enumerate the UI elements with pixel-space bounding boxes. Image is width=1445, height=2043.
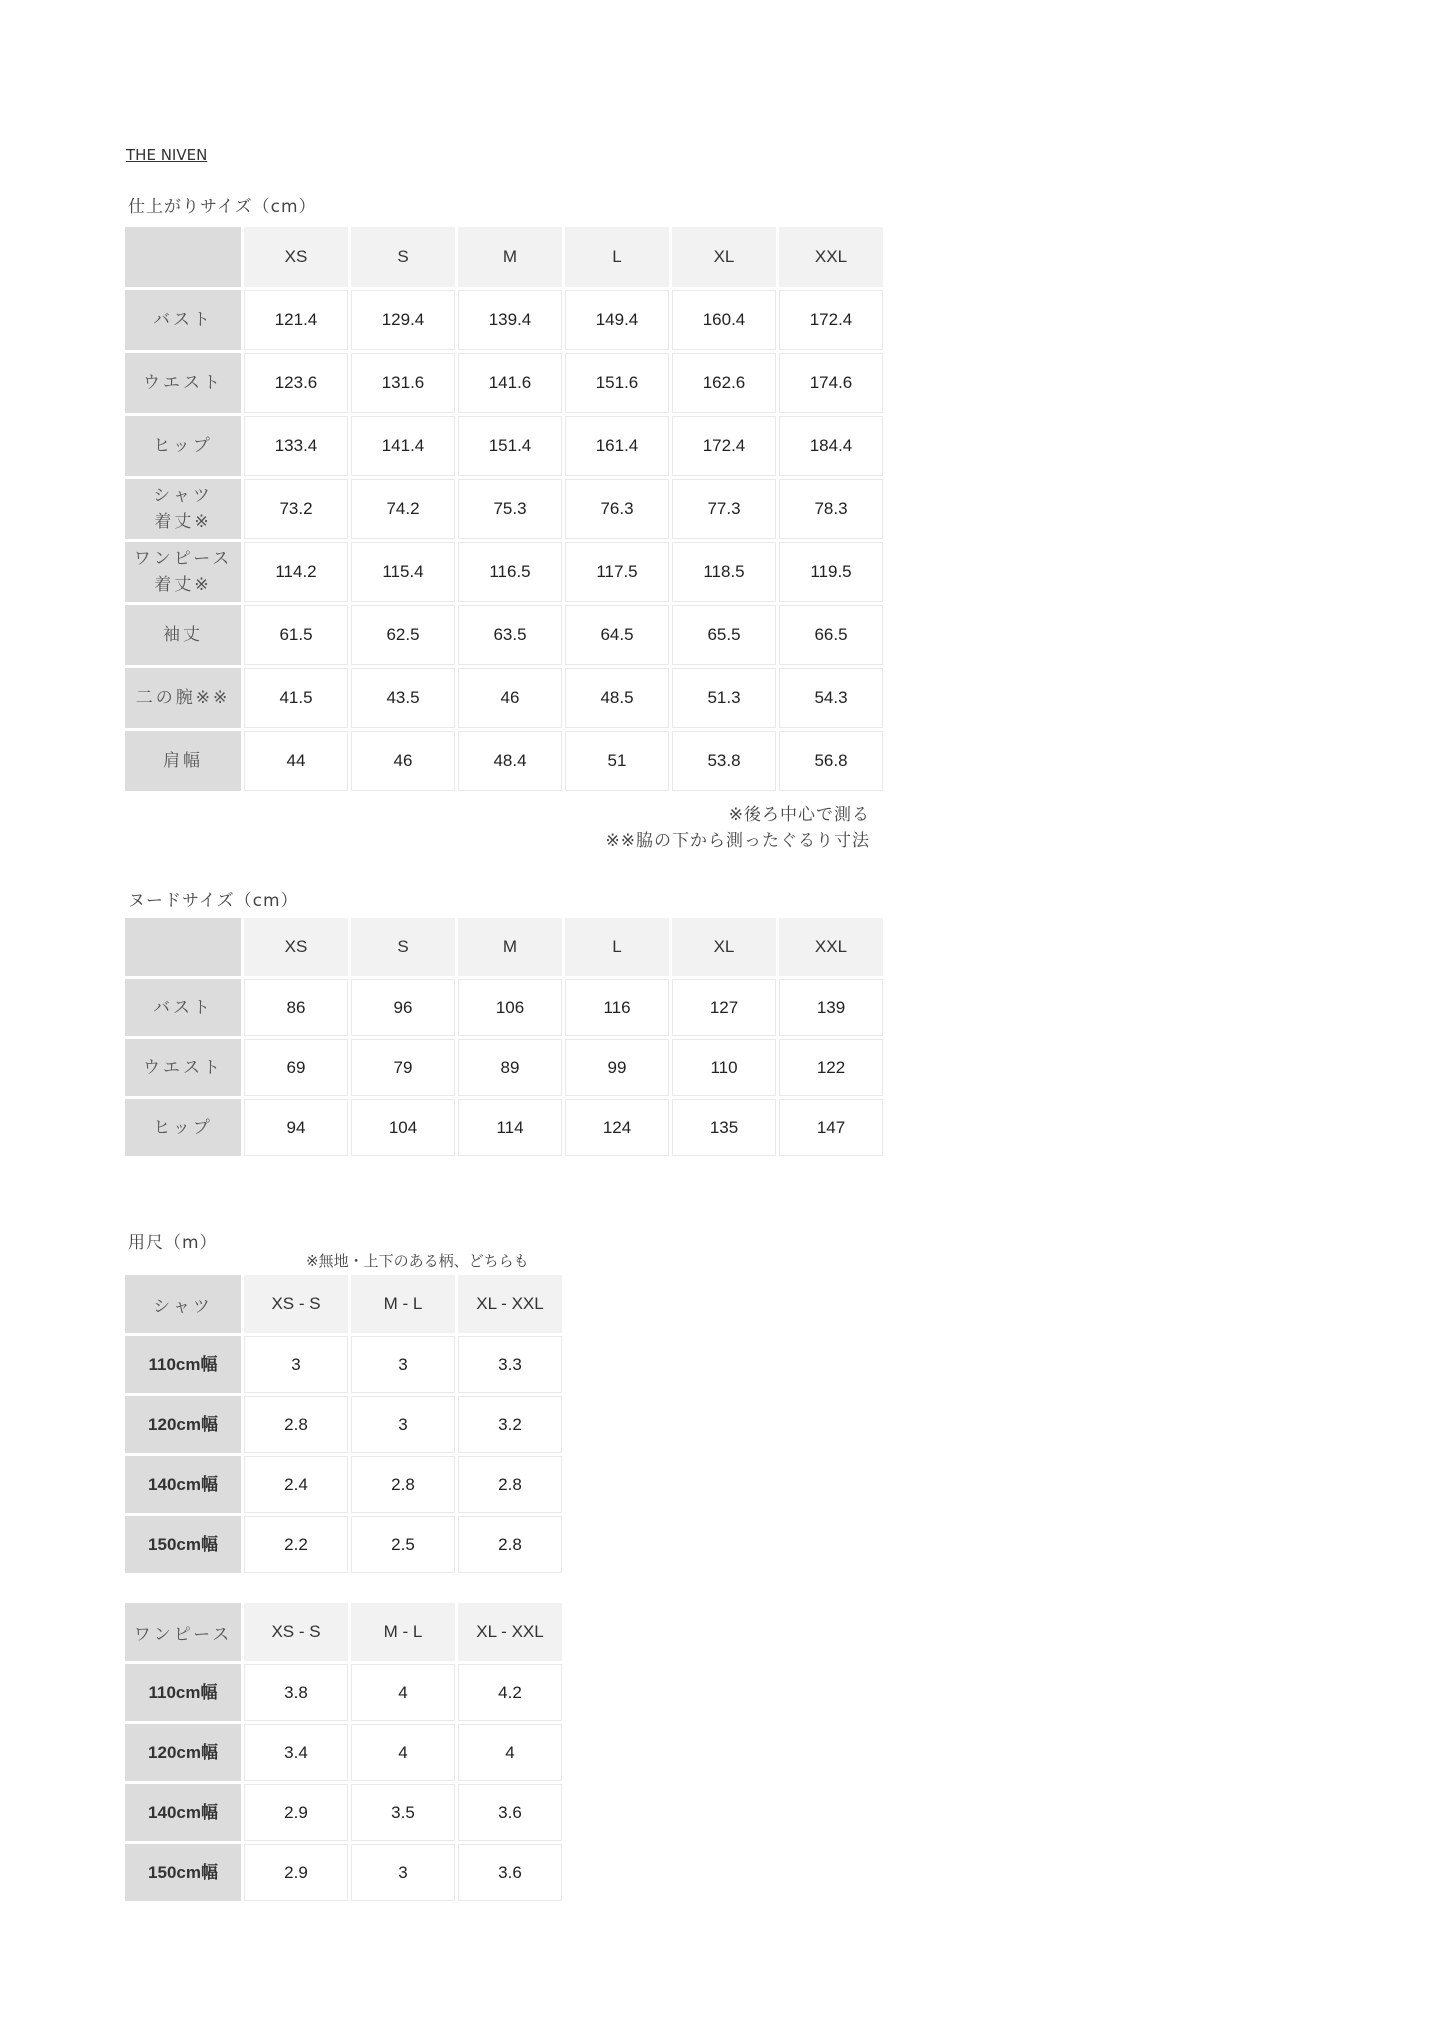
value-cell: 114	[458, 1099, 562, 1156]
value-cell: 3	[351, 1396, 455, 1453]
value-cell: 2.8	[458, 1516, 562, 1573]
table-row	[125, 979, 883, 1036]
value-cell: 2.8	[458, 1456, 562, 1513]
value-cell: 51	[565, 731, 669, 791]
value-cell: 56.8	[779, 731, 883, 791]
row-label: 肩幅	[125, 731, 241, 791]
value-cell: 79	[351, 1039, 455, 1096]
value-cell: 119.5	[779, 542, 883, 602]
value-cell: 133.4	[244, 416, 348, 476]
value-cell: 2.2	[244, 1516, 348, 1573]
value-cell: 147	[779, 1099, 883, 1156]
finished-header-row	[125, 227, 883, 287]
value-cell: 3	[244, 1336, 348, 1393]
value-cell: 77.3	[672, 479, 776, 539]
value-cell: 3.5	[351, 1784, 455, 1841]
value-cell: 75.3	[458, 479, 562, 539]
value-cell: 94	[244, 1099, 348, 1156]
value-cell: 3.6	[458, 1784, 562, 1841]
value-cell: 106	[458, 979, 562, 1036]
value-cell: 118.5	[672, 542, 776, 602]
corner-cell	[125, 918, 241, 976]
value-cell: 64.5	[565, 605, 669, 665]
value-cell: 151.4	[458, 416, 562, 476]
size-header: XL	[672, 918, 776, 976]
value-cell: 172.4	[779, 290, 883, 350]
value-cell: 66.5	[779, 605, 883, 665]
size-header: S	[351, 918, 455, 976]
table-row	[125, 605, 883, 665]
value-cell: 44	[244, 731, 348, 791]
table-row	[125, 1516, 562, 1573]
value-cell: 61.5	[244, 605, 348, 665]
row-label: バスト	[125, 979, 241, 1036]
value-cell: 2.9	[244, 1844, 348, 1901]
size-range-header: M - L	[351, 1275, 455, 1333]
value-cell: 131.6	[351, 353, 455, 413]
size-range-header: M - L	[351, 1603, 455, 1661]
finished-note-1: ※後ろ中心で測る	[728, 805, 870, 825]
table-row	[125, 1664, 562, 1721]
value-cell: 116	[565, 979, 669, 1036]
value-cell: 89	[458, 1039, 562, 1096]
size-range-header: XS - S	[244, 1275, 348, 1333]
value-cell: 3	[351, 1844, 455, 1901]
size-range-header: XL - XXL	[458, 1275, 562, 1333]
document-title: THE NIVEN	[126, 146, 208, 164]
value-cell: 2.8	[244, 1396, 348, 1453]
row-label: ヒップ	[125, 1099, 241, 1156]
value-cell: 43.5	[351, 668, 455, 728]
table-row	[125, 1456, 562, 1513]
table-row	[125, 668, 883, 728]
value-cell: 74.2	[351, 479, 455, 539]
value-cell: 123.6	[244, 353, 348, 413]
value-cell: 46	[458, 668, 562, 728]
value-cell: 4.2	[458, 1664, 562, 1721]
size-header: XXL	[779, 918, 883, 976]
size-header: L	[565, 918, 669, 976]
value-cell: 3.2	[458, 1396, 562, 1453]
value-cell: 41.5	[244, 668, 348, 728]
value-cell: 4	[351, 1664, 455, 1721]
table-row	[125, 1039, 883, 1096]
table-row	[125, 1336, 562, 1393]
row-label: 140cm幅	[125, 1456, 241, 1513]
value-cell: 151.6	[565, 353, 669, 413]
table-row	[125, 353, 883, 413]
value-cell: 116.5	[458, 542, 562, 602]
row-label: 150cm幅	[125, 1516, 241, 1573]
value-cell: 73.2	[244, 479, 348, 539]
table-row	[125, 416, 883, 476]
value-cell: 51.3	[672, 668, 776, 728]
value-cell: 53.8	[672, 731, 776, 791]
yardage-header-row	[125, 1275, 562, 1333]
value-cell: 3.6	[458, 1844, 562, 1901]
value-cell: 3.3	[458, 1336, 562, 1393]
value-cell: 48.4	[458, 731, 562, 791]
value-cell: 4	[458, 1724, 562, 1781]
value-cell: 3.8	[244, 1664, 348, 1721]
value-cell: 54.3	[779, 668, 883, 728]
value-cell: 160.4	[672, 290, 776, 350]
row-label: 110cm幅	[125, 1336, 241, 1393]
table-row	[125, 1844, 562, 1901]
nude-header-row	[125, 918, 883, 976]
value-cell: 184.4	[779, 416, 883, 476]
value-cell: 124	[565, 1099, 669, 1156]
row-label: 袖丈	[125, 605, 241, 665]
yardage-shirt-table	[122, 1272, 565, 1576]
row-label: 二の腕※※	[125, 668, 241, 728]
value-cell: 65.5	[672, 605, 776, 665]
size-header: S	[351, 227, 455, 287]
value-cell: 115.4	[351, 542, 455, 602]
size-header: XS	[244, 918, 348, 976]
row-label: ワンピース 着丈※	[125, 542, 241, 602]
value-cell: 117.5	[565, 542, 669, 602]
yardage-onepiece-table	[122, 1600, 565, 1904]
row-label: 110cm幅	[125, 1664, 241, 1721]
table-row	[125, 1784, 562, 1841]
value-cell: 162.6	[672, 353, 776, 413]
value-cell: 3	[351, 1336, 455, 1393]
value-cell: 141.6	[458, 353, 562, 413]
row-label: シャツ 着丈※	[125, 479, 241, 539]
size-range-header: XS - S	[244, 1603, 348, 1661]
table-row	[125, 542, 883, 602]
size-header: XS	[244, 227, 348, 287]
row-label: 120cm幅	[125, 1396, 241, 1453]
value-cell: 149.4	[565, 290, 669, 350]
yardage-note: ※無地・上下のある柄、どちらも	[306, 1252, 529, 1270]
value-cell: 46	[351, 731, 455, 791]
size-header: XXL	[779, 227, 883, 287]
value-cell: 139.4	[458, 290, 562, 350]
table-row	[125, 290, 883, 350]
finished-size-table	[122, 224, 886, 794]
value-cell: 62.5	[351, 605, 455, 665]
garment-name: シャツ	[125, 1275, 241, 1333]
size-header: M	[458, 918, 562, 976]
value-cell: 2.5	[351, 1516, 455, 1573]
finished-size-title: 仕上がりサイズ（cm）	[128, 197, 317, 217]
size-header: L	[565, 227, 669, 287]
yardage-title: 用尺（m）	[128, 1233, 218, 1253]
size-range-header: XL - XXL	[458, 1603, 562, 1661]
value-cell: 86	[244, 979, 348, 1036]
value-cell: 3.4	[244, 1724, 348, 1781]
value-cell: 2.8	[351, 1456, 455, 1513]
value-cell: 114.2	[244, 542, 348, 602]
value-cell: 110	[672, 1039, 776, 1096]
value-cell: 129.4	[351, 290, 455, 350]
value-cell: 104	[351, 1099, 455, 1156]
row-label: 150cm幅	[125, 1844, 241, 1901]
value-cell: 2.4	[244, 1456, 348, 1513]
row-label: 120cm幅	[125, 1724, 241, 1781]
size-header: M	[458, 227, 562, 287]
value-cell: 135	[672, 1099, 776, 1156]
row-label: ウエスト	[125, 1039, 241, 1096]
nude-size-title: ヌードサイズ（cm）	[128, 891, 299, 911]
value-cell: 121.4	[244, 290, 348, 350]
value-cell: 141.4	[351, 416, 455, 476]
table-row	[125, 479, 883, 539]
value-cell: 174.6	[779, 353, 883, 413]
yardage-header-row	[125, 1603, 562, 1661]
table-row	[125, 1099, 883, 1156]
value-cell: 96	[351, 979, 455, 1036]
size-header: XL	[672, 227, 776, 287]
value-cell: 122	[779, 1039, 883, 1096]
table-row	[125, 1396, 562, 1453]
value-cell: 4	[351, 1724, 455, 1781]
garment-name: ワンピース	[125, 1603, 241, 1661]
row-label: ヒップ	[125, 416, 241, 476]
value-cell: 69	[244, 1039, 348, 1096]
value-cell: 172.4	[672, 416, 776, 476]
value-cell: 161.4	[565, 416, 669, 476]
finished-note-2: ※※脇の下から測ったぐるり寸法	[605, 831, 870, 851]
value-cell: 2.9	[244, 1784, 348, 1841]
value-cell: 76.3	[565, 479, 669, 539]
value-cell: 63.5	[458, 605, 562, 665]
table-row	[125, 1724, 562, 1781]
value-cell: 78.3	[779, 479, 883, 539]
row-label: 140cm幅	[125, 1784, 241, 1841]
table-row	[125, 731, 883, 791]
value-cell: 48.5	[565, 668, 669, 728]
row-label: バスト	[125, 290, 241, 350]
value-cell: 127	[672, 979, 776, 1036]
value-cell: 139	[779, 979, 883, 1036]
nude-size-table	[122, 915, 886, 1159]
corner-cell	[125, 227, 241, 287]
value-cell: 99	[565, 1039, 669, 1096]
row-label: ウエスト	[125, 353, 241, 413]
